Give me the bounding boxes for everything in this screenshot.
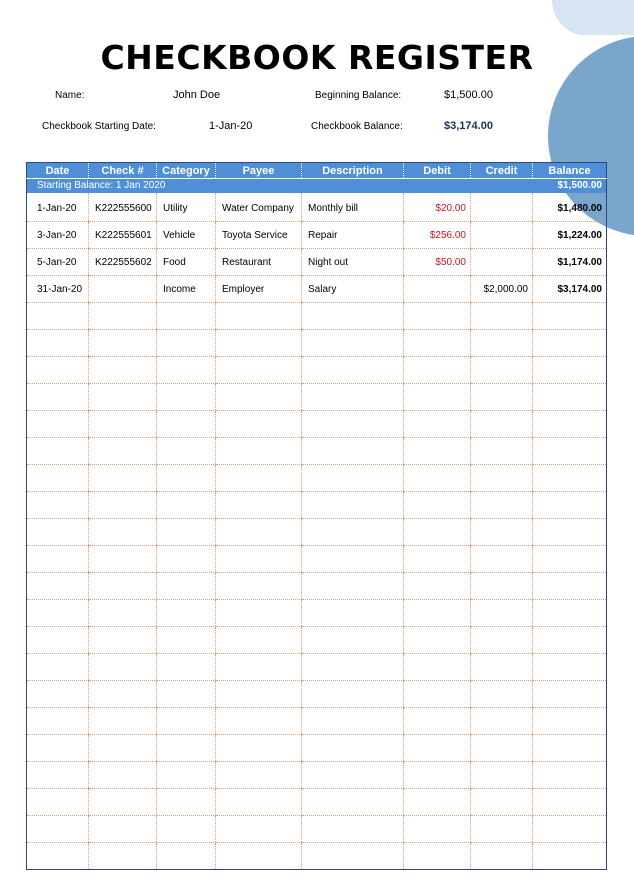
cell-credit[interactable] — [471, 519, 533, 546]
cell-debit[interactable] — [404, 573, 471, 600]
cell-payee[interactable] — [216, 681, 302, 708]
table-row — [27, 276, 607, 303]
cell-check[interactable] — [89, 573, 157, 600]
empty-row — [27, 708, 607, 735]
cell-description[interactable] — [302, 735, 404, 762]
cell-debit[interactable] — [404, 789, 471, 816]
cell-debit[interactable] — [404, 708, 471, 735]
cell-debit[interactable] — [404, 546, 471, 573]
col-header-category: Category — [157, 163, 216, 179]
cell-description[interactable] — [302, 762, 404, 789]
cell-description[interactable] — [302, 681, 404, 708]
cell-date[interactable]: 31-Jan-20 — [27, 276, 89, 303]
cell-check[interactable] — [89, 654, 157, 681]
cell-category[interactable] — [157, 519, 216, 546]
cell-credit[interactable] — [471, 465, 533, 492]
page-title: CHECKBOOK REGISTER — [100, 38, 534, 77]
cell-balance[interactable] — [533, 519, 607, 546]
cell-date[interactable] — [27, 627, 89, 654]
cell-description[interactable] — [302, 384, 404, 411]
cell-payee[interactable]: Restaurant — [216, 249, 302, 276]
cell-credit[interactable] — [471, 438, 533, 465]
cell-check[interactable] — [89, 735, 157, 762]
cell-balance[interactable] — [533, 708, 607, 735]
cell-payee[interactable] — [216, 546, 302, 573]
cell-payee[interactable] — [216, 600, 302, 627]
cell-check[interactable] — [89, 519, 157, 546]
cell-balance[interactable] — [533, 492, 607, 519]
cell-date[interactable] — [27, 357, 89, 384]
cell-payee[interactable] — [216, 357, 302, 384]
cell-date[interactable] — [27, 303, 89, 330]
cell-debit[interactable]: $20.00 — [404, 193, 471, 222]
cell-balance[interactable] — [533, 600, 607, 627]
cell-balance[interactable] — [533, 384, 607, 411]
cell-debit[interactable]: $256.00 — [404, 222, 471, 249]
cell-category[interactable] — [157, 708, 216, 735]
cell-payee[interactable] — [216, 573, 302, 600]
start-date-value[interactable]: 1-Jan-20 — [209, 120, 253, 132]
decorative-divider — [548, 35, 634, 37]
cell-credit[interactable] — [471, 627, 533, 654]
cell-check[interactable] — [89, 843, 157, 870]
cell-debit[interactable] — [404, 762, 471, 789]
cell-date[interactable] — [27, 681, 89, 708]
empty-row — [27, 492, 607, 519]
cell-category[interactable] — [157, 465, 216, 492]
cell-balance[interactable] — [533, 762, 607, 789]
cell-credit[interactable] — [471, 546, 533, 573]
col-header-credit: Credit — [471, 163, 533, 179]
cell-date[interactable] — [27, 573, 89, 600]
cell-date[interactable] — [27, 789, 89, 816]
cell-description[interactable]: Salary — [302, 276, 404, 303]
starting-balance-row — [27, 179, 607, 193]
table-row — [27, 222, 607, 249]
empty-row — [27, 735, 607, 762]
cell-check[interactable] — [89, 438, 157, 465]
empty-row — [27, 519, 607, 546]
cell-credit[interactable] — [471, 384, 533, 411]
beginning-balance-label: Beginning Balance: — [315, 90, 402, 101]
empty-row — [27, 465, 607, 492]
cell-category[interactable] — [157, 816, 216, 843]
cell-category[interactable] — [157, 438, 216, 465]
cell-check[interactable] — [89, 276, 157, 303]
cell-description[interactable] — [302, 816, 404, 843]
cell-date[interactable] — [27, 330, 89, 357]
empty-row — [27, 546, 607, 573]
cell-debit[interactable] — [404, 654, 471, 681]
cell-credit[interactable] — [471, 816, 533, 843]
cell-debit[interactable] — [404, 438, 471, 465]
cell-check[interactable]: K222555600 — [89, 193, 157, 222]
cell-credit[interactable] — [471, 573, 533, 600]
cell-payee[interactable] — [216, 735, 302, 762]
cell-category[interactable] — [157, 411, 216, 438]
cell-category[interactable] — [157, 843, 216, 870]
cell-description[interactable] — [302, 546, 404, 573]
cell-balance[interactable] — [533, 789, 607, 816]
cell-check[interactable] — [89, 816, 157, 843]
cell-payee[interactable]: Water Company — [216, 193, 302, 222]
checkbook-balance-label: Checkbook Balance: — [311, 121, 403, 132]
cell-credit[interactable] — [471, 735, 533, 762]
cell-category[interactable] — [157, 681, 216, 708]
cell-check[interactable] — [89, 681, 157, 708]
cell-balance[interactable] — [533, 438, 607, 465]
cell-balance[interactable] — [533, 330, 607, 357]
cell-debit[interactable] — [404, 843, 471, 870]
cell-category[interactable] — [157, 330, 216, 357]
cell-check[interactable] — [89, 411, 157, 438]
col-header-description: Description — [302, 163, 404, 179]
cell-balance[interactable] — [533, 654, 607, 681]
cell-balance[interactable] — [533, 465, 607, 492]
empty-row — [27, 411, 607, 438]
cell-debit[interactable] — [404, 465, 471, 492]
cell-date[interactable] — [27, 384, 89, 411]
cell-balance[interactable] — [533, 735, 607, 762]
cell-debit[interactable] — [404, 681, 471, 708]
cell-credit[interactable] — [471, 789, 533, 816]
cell-date[interactable]: 3-Jan-20 — [27, 222, 89, 249]
cell-balance[interactable] — [533, 357, 607, 384]
cell-payee[interactable] — [216, 438, 302, 465]
cell-description[interactable] — [302, 303, 404, 330]
cell-check[interactable]: K222555602 — [89, 249, 157, 276]
empty-row — [27, 762, 607, 789]
cell-description[interactable]: Repair — [302, 222, 404, 249]
name-label: Name: — [55, 90, 85, 101]
cell-description[interactable] — [302, 843, 404, 870]
col-header-balance: Balance — [533, 163, 607, 179]
cell-description[interactable]: Monthly bill — [302, 193, 404, 222]
cell-date[interactable] — [27, 843, 89, 870]
starting-balance-label: Starting Balance: 1 Jan 2020 — [27, 179, 533, 193]
cell-category[interactable] — [157, 600, 216, 627]
cell-debit[interactable] — [404, 816, 471, 843]
cell-balance[interactable]: $1,224.00 — [533, 222, 607, 249]
cell-date[interactable]: 1-Jan-20 — [27, 193, 89, 222]
cell-payee[interactable] — [216, 708, 302, 735]
cell-description[interactable] — [302, 627, 404, 654]
starting-balance-value: $1,500.00 — [533, 179, 607, 193]
empty-row — [27, 330, 607, 357]
empty-row — [27, 627, 607, 654]
cell-payee[interactable] — [216, 762, 302, 789]
cell-date[interactable] — [27, 519, 89, 546]
cell-balance[interactable] — [533, 843, 607, 870]
cell-description[interactable] — [302, 330, 404, 357]
cell-credit[interactable] — [471, 411, 533, 438]
decorative-band — [552, 0, 634, 36]
cell-balance[interactable]: $1,174.00 — [533, 249, 607, 276]
col-header-check: Check # — [89, 163, 157, 179]
cell-credit[interactable] — [471, 654, 533, 681]
cell-description[interactable] — [302, 411, 404, 438]
cell-balance[interactable] — [533, 303, 607, 330]
empty-row — [27, 384, 607, 411]
cell-credit[interactable] — [471, 303, 533, 330]
cell-payee[interactable]: Employer — [216, 276, 302, 303]
cell-credit[interactable] — [471, 357, 533, 384]
col-header-payee: Payee — [216, 163, 302, 179]
cell-credit[interactable]: $2,000.00 — [471, 276, 533, 303]
cell-credit[interactable] — [471, 681, 533, 708]
empty-row — [27, 816, 607, 843]
cell-check[interactable] — [89, 762, 157, 789]
cell-description[interactable] — [302, 519, 404, 546]
empty-row — [27, 303, 607, 330]
cell-check[interactable] — [89, 546, 157, 573]
cell-debit[interactable] — [404, 330, 471, 357]
cell-category[interactable] — [157, 654, 216, 681]
cell-description[interactable] — [302, 789, 404, 816]
table-row — [27, 193, 607, 222]
cell-payee[interactable] — [216, 492, 302, 519]
cell-date[interactable] — [27, 762, 89, 789]
beginning-balance-value[interactable]: $1,500.00 — [444, 89, 493, 101]
cell-credit[interactable] — [471, 600, 533, 627]
empty-row — [27, 681, 607, 708]
empty-row — [27, 438, 607, 465]
cell-credit[interactable] — [471, 249, 533, 276]
cell-date[interactable] — [27, 654, 89, 681]
cell-debit[interactable] — [404, 735, 471, 762]
cell-description[interactable] — [302, 573, 404, 600]
cell-date[interactable] — [27, 411, 89, 438]
cell-payee[interactable] — [216, 627, 302, 654]
cell-credit[interactable] — [471, 193, 533, 222]
cell-category[interactable]: Food — [157, 249, 216, 276]
cell-balance[interactable] — [533, 546, 607, 573]
cell-category[interactable]: Utility — [157, 193, 216, 222]
cell-category[interactable]: Vehicle — [157, 222, 216, 249]
cell-category[interactable] — [157, 762, 216, 789]
cell-payee[interactable]: Toyota Service — [216, 222, 302, 249]
cell-category[interactable] — [157, 303, 216, 330]
name-value[interactable]: John Doe — [173, 89, 221, 101]
col-header-date: Date — [27, 163, 89, 179]
cell-check[interactable] — [89, 789, 157, 816]
cell-debit[interactable] — [404, 519, 471, 546]
cell-description[interactable] — [302, 708, 404, 735]
cell-credit[interactable] — [471, 843, 533, 870]
cell-category[interactable] — [157, 789, 216, 816]
empty-row — [27, 789, 607, 816]
cell-description[interactable]: Night out — [302, 249, 404, 276]
cell-description[interactable] — [302, 654, 404, 681]
cell-payee[interactable] — [216, 789, 302, 816]
cell-category[interactable] — [157, 735, 216, 762]
cell-debit[interactable] — [404, 627, 471, 654]
cell-date[interactable] — [27, 816, 89, 843]
cell-debit[interactable] — [404, 303, 471, 330]
cell-check[interactable] — [89, 303, 157, 330]
cell-category[interactable] — [157, 384, 216, 411]
empty-row — [27, 357, 607, 384]
cell-payee[interactable] — [216, 816, 302, 843]
empty-row — [27, 843, 607, 870]
cell-balance[interactable]: $1,480.00 — [533, 193, 607, 222]
cell-credit[interactable] — [471, 222, 533, 249]
cell-description[interactable] — [302, 438, 404, 465]
cell-date[interactable]: 5-Jan-20 — [27, 249, 89, 276]
cell-debit[interactable]: $50.00 — [404, 249, 471, 276]
cell-category[interactable] — [157, 357, 216, 384]
table-row — [27, 249, 607, 276]
cell-check[interactable] — [89, 330, 157, 357]
empty-row — [27, 654, 607, 681]
cell-payee[interactable] — [216, 303, 302, 330]
cell-credit[interactable] — [471, 330, 533, 357]
cell-check[interactable] — [89, 357, 157, 384]
cell-balance[interactable]: $3,174.00 — [533, 276, 607, 303]
cell-check[interactable] — [89, 708, 157, 735]
cell-category[interactable] — [157, 627, 216, 654]
cell-category[interactable] — [157, 546, 216, 573]
cell-payee[interactable] — [216, 843, 302, 870]
cell-check[interactable] — [89, 627, 157, 654]
cell-balance[interactable] — [533, 816, 607, 843]
cell-date[interactable] — [27, 546, 89, 573]
cell-check[interactable] — [89, 465, 157, 492]
register-table — [26, 162, 607, 870]
cell-balance[interactable] — [533, 573, 607, 600]
cell-description[interactable] — [302, 600, 404, 627]
cell-description[interactable] — [302, 357, 404, 384]
empty-row — [27, 600, 607, 627]
cell-category[interactable] — [157, 492, 216, 519]
cell-balance[interactable] — [533, 411, 607, 438]
col-header-debit: Debit — [404, 163, 471, 179]
cell-check[interactable] — [89, 492, 157, 519]
cell-debit[interactable] — [404, 492, 471, 519]
cell-debit[interactable] — [404, 384, 471, 411]
cell-payee[interactable] — [216, 330, 302, 357]
cell-check[interactable] — [89, 384, 157, 411]
cell-date[interactable] — [27, 438, 89, 465]
cell-description[interactable] — [302, 492, 404, 519]
cell-credit[interactable] — [471, 762, 533, 789]
cell-debit[interactable] — [404, 357, 471, 384]
empty-row — [27, 573, 607, 600]
cell-balance[interactable] — [533, 681, 607, 708]
cell-date[interactable] — [27, 735, 89, 762]
cell-category[interactable] — [157, 573, 216, 600]
cell-category[interactable]: Income — [157, 276, 216, 303]
cell-payee[interactable] — [216, 465, 302, 492]
cell-credit[interactable] — [471, 708, 533, 735]
cell-debit[interactable] — [404, 600, 471, 627]
checkbook-balance-value: $3,174.00 — [444, 120, 493, 132]
table-header-row — [27, 163, 607, 179]
cell-payee[interactable] — [216, 384, 302, 411]
cell-check[interactable]: K222555601 — [89, 222, 157, 249]
cell-date[interactable] — [27, 492, 89, 519]
cell-payee[interactable] — [216, 519, 302, 546]
cell-payee[interactable] — [216, 411, 302, 438]
cell-date[interactable] — [27, 600, 89, 627]
cell-date[interactable] — [27, 465, 89, 492]
cell-payee[interactable] — [216, 654, 302, 681]
cell-check[interactable] — [89, 600, 157, 627]
cell-date[interactable] — [27, 708, 89, 735]
cell-balance[interactable] — [533, 627, 607, 654]
cell-description[interactable] — [302, 465, 404, 492]
cell-debit[interactable] — [404, 411, 471, 438]
cell-debit[interactable] — [404, 276, 471, 303]
start-date-label: Checkbook Starting Date: — [42, 121, 156, 132]
cell-credit[interactable] — [471, 492, 533, 519]
